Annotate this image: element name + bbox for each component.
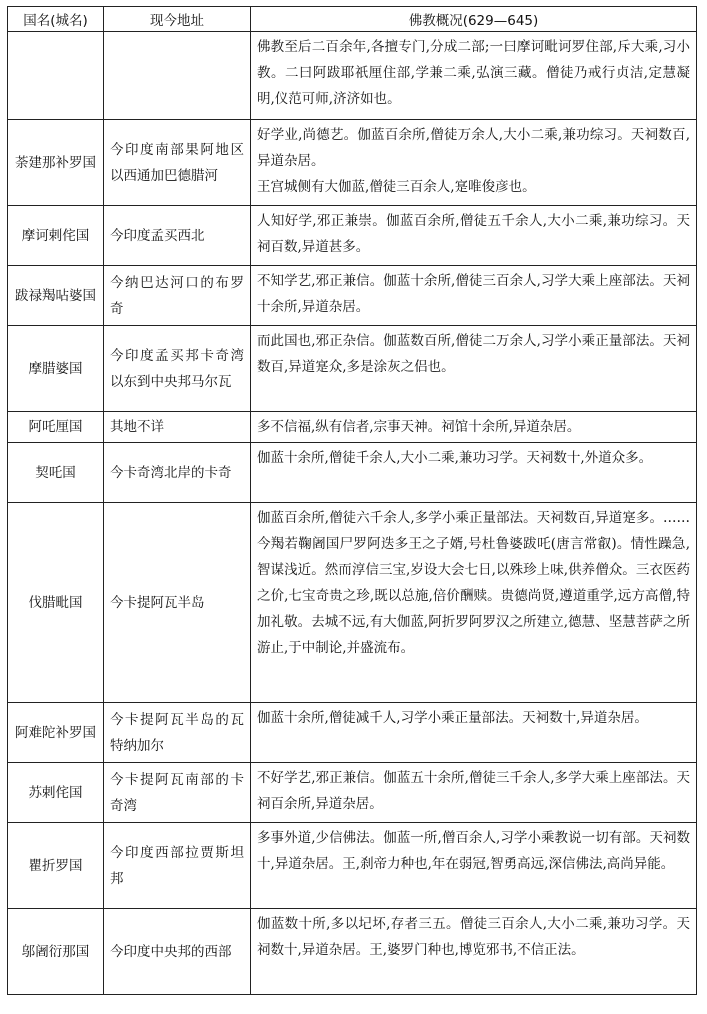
buddhism-overview	[251, 412, 697, 443]
buddhism-overview	[251, 909, 697, 995]
present-location: 今卡提阿瓦半岛的瓦特纳加尔	[104, 703, 251, 763]
table-row	[8, 120, 697, 206]
country-name: 摩腊婆国	[8, 326, 104, 412]
country-name: 邬阇衍那国	[8, 909, 104, 995]
overview-paragraph: 伽蓝十余所,僧徒千余人,大小二乘,兼功习学。天祠数十,外道众多。	[257, 450, 653, 466]
table-row	[8, 909, 697, 995]
overview-paragraph: 不知学艺,邪正兼信。伽蓝十余所,僧徒三百余人,习学大乘上座部法。天祠十余所,异道杂居。	[257, 273, 690, 315]
present-location	[104, 32, 251, 120]
present-location: 今印度南部果阿地区以西通加巴德腊河	[104, 120, 251, 206]
overview-paragraph: 好学业,尚德艺。伽蓝百余所,僧徒万余人,大小二乘,兼功综习。天祠数百,异道杂居。	[257, 127, 690, 169]
table-row	[8, 823, 697, 909]
overview-paragraph: 多不信福,纵有信者,宗事天神。祠馆十余所,异道杂居。	[257, 419, 581, 435]
overview-paragraph: 伽蓝十余所,僧徒减千人,习学小乘正量部法。天祠数十,异道杂居。	[257, 710, 648, 726]
present-location: 今卡提阿瓦半岛	[104, 503, 251, 703]
buddhism-overview	[251, 32, 697, 120]
overview-paragraph: 伽蓝百余所,僧徒六千余人,多学小乘正量部法。天祠数百,异道寔多。……今羯若鞠阇国尸罗阿迭多王之子婿,号杜鲁婆跋吒(唐言常叡)。情性躁急,智谋浅近。然而淳信三宝,岁设大会七日,以殊珍上味,供养僧众。三衣医药之价,七宝奇贵之珍,既以总施,倍价酬赎。贵德尚贤,遵道重学,远方高僧,特加礼敬。去城不远,有大伽蓝,阿折罗阿罗汉之所建立,德慧、坚慧菩萨之所游止,于中制论,并盛流布。	[257, 510, 690, 656]
present-location: 今印度西部拉贾斯坦邦	[104, 823, 251, 909]
buddhism-overview	[251, 206, 697, 266]
country-name: 阿吒厘国	[8, 412, 104, 443]
header-row	[8, 7, 697, 32]
country-name: 荼建那补罗国	[8, 120, 104, 206]
table-row	[8, 412, 697, 443]
country-name: 伐腊毗国	[8, 503, 104, 703]
country-name: 苏剌侘国	[8, 763, 104, 823]
header-country: 国名(城名)	[8, 7, 104, 32]
country-name: 瞿折罗国	[8, 823, 104, 909]
table-row	[8, 763, 697, 823]
country-name: 跋禄羯呫婆国	[8, 266, 104, 326]
overview-paragraph: 不好学艺,邪正兼信。伽蓝五十余所,僧徒三千余人,多学大乘上座部法。天祠百余所,异道杂居。	[257, 770, 690, 812]
overview-paragraph: 人知好学,邪正兼崇。伽蓝百余所,僧徒五千余人,大小二乘,兼功综习。天祠百数,异道甚多。	[257, 213, 690, 255]
buddhism-overview	[251, 503, 697, 703]
table-row	[8, 266, 697, 326]
country-name: 契吒国	[8, 443, 104, 503]
table-row	[8, 443, 697, 503]
table-row	[8, 503, 697, 703]
buddhism-overview	[251, 326, 697, 412]
overview-paragraph: 佛教至后二百余年,各擅专门,分成二部;一曰摩诃毗诃罗住部,斥大乘,习小教。二曰阿跋耶祇厘住部,学兼二乘,弘演三藏。僧徒乃戒行贞洁,定慧凝明,仪范可师,济济如也。	[257, 39, 690, 107]
present-location: 今卡奇湾北岸的卡奇	[104, 443, 251, 503]
present-location: 今印度中央邦的西部	[104, 909, 251, 995]
table-row	[8, 206, 697, 266]
present-location: 今纳巴达河口的布罗奇	[104, 266, 251, 326]
country-name: 阿难陀补罗国	[8, 703, 104, 763]
table-row	[8, 32, 697, 120]
overview-paragraph: 而此国也,邪正杂信。伽蓝数百所,僧徒二万余人,习学小乘正量部法。天祠数百,异道寔众,多是涂灰之侣也。	[257, 333, 690, 375]
present-location: 今印度孟买邦卡奇湾以东到中央邦马尔瓦	[104, 326, 251, 412]
buddhism-overview	[251, 823, 697, 909]
present-location: 今卡提阿瓦南部的卡奇湾	[104, 763, 251, 823]
buddhism-overview	[251, 703, 697, 763]
country-name: 摩诃剌侘国	[8, 206, 104, 266]
header-location: 现今地址	[104, 7, 251, 32]
buddhism-overview	[251, 763, 697, 823]
country-name	[8, 32, 104, 120]
overview-paragraph: 多事外道,少信佛法。伽蓝一所,僧百余人,习学小乘教说一切有部。天祠数十,异道杂居。王,刹帝力种也,年在弱冠,智勇高远,深信佛法,高尚异能。	[257, 830, 690, 872]
overview-paragraph: 王宫城侧有大伽蓝,僧徒三百余人,寔唯俊彦也。	[257, 179, 536, 195]
buddhism-overview	[251, 266, 697, 326]
header-overview: 佛教概况(629—645)	[251, 7, 697, 32]
table-row	[8, 326, 697, 412]
table-row	[8, 703, 697, 763]
overview-paragraph: 伽蓝数十所,多以圮坏,存者三五。僧徒三百余人,大小二乘,兼功习学。天祠数十,异道杂居。王,婆罗门种也,博览邪书,不信正法。	[257, 916, 690, 958]
buddhism-overview	[251, 443, 697, 503]
buddhism-overview	[251, 120, 697, 206]
buddhism-overview-table	[7, 6, 697, 995]
present-location: 今印度孟买西北	[104, 206, 251, 266]
present-location: 其地不详	[104, 412, 251, 443]
